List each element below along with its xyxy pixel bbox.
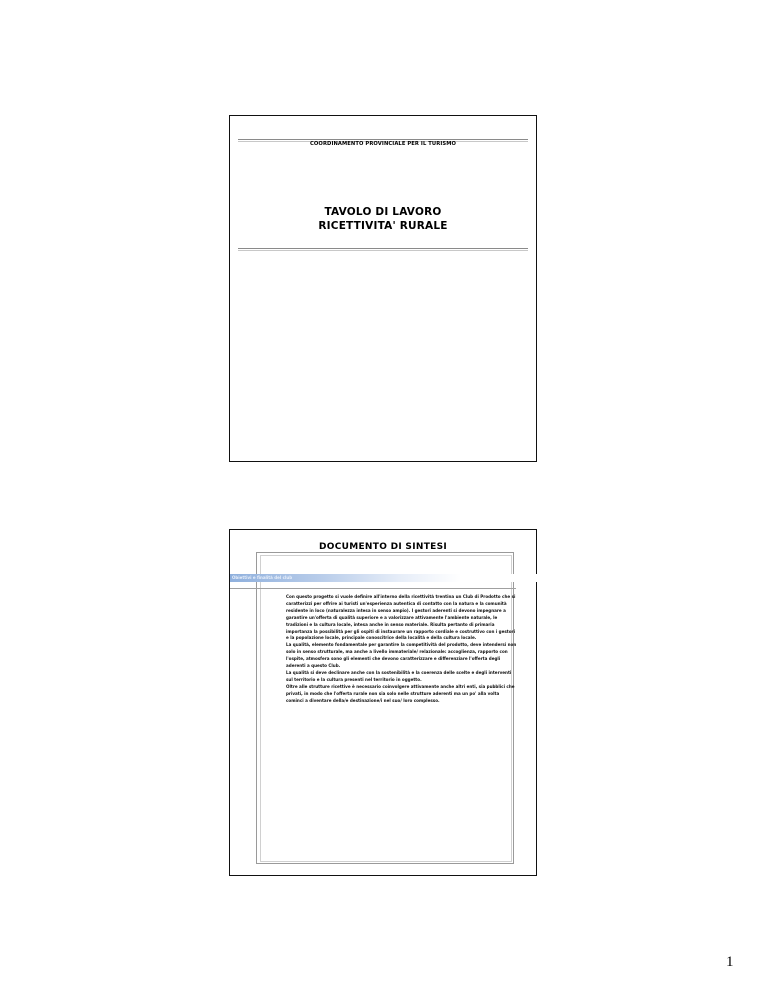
section-divider: [230, 588, 516, 589]
paragraph: La qualità si deve declinare anche con la sostenibilità e la coerenza delle scelte e degli interventi sul territorio e la cultura presenti nel territorio in oggetto.: [286, 669, 512, 682]
paragraph: La qualità, elemento fondamentale per garantire la competitività del prodotto, deve intendersi non solo in senso strutturale, ma anche a livello immateriale/ relazionale: accoglienza, rapporto con l'ospite, atmosfera sono gli elementi che devono caratterizzare e differenziare l'offerta degli aderenti a questo Club.: [286, 642, 517, 669]
title-rule: [238, 248, 528, 249]
paragraph: Oltre alle strutture ricettive è necessario coinvolgere attivamente anche altri enti, sia pubblici che privati, in modo che l'offerta rurale non sia solo nelle strutture aderenti ma un po' alla volta cominci a diventare della/e destinazione/i nel suo/ loro complesso.: [286, 683, 515, 703]
slide-title: DOCUMENTO DI SINTESI: [318, 542, 448, 552]
section-label: Obiettivi e finalità del club: [232, 575, 293, 580]
paragraph: Con questo progetto si vuole definire all'interno della ricettività trentina un Club di Prodotto che si caratterizzi per offrire ai turisti un'esperienza autentica di contatto con la natura e la comunità residente in loco (naturalezza intesa in senso ampio). I gestori aderenti si devono impegnare a garantire un'offerta di qualità superiore e a valorizzare attivamente l'ambiente naturale, le tradizioni e la cultura locale, intesa anche in senso materiale. Risulta pertanto di primaria importanza la possibilità per gli ospiti di instaurare un rapporto cordiale e costruttivo con i gestori e la popolazione locale, principale conoscitrice della località e della cultura locale.: [286, 594, 516, 641]
slide-title: [230, 205, 536, 233]
header-rule: [238, 139, 528, 140]
title-line-2: RICETTIVITA' RURALE: [318, 220, 448, 232]
title-rule-shadow: [238, 250, 528, 251]
page-number: 1: [726, 954, 734, 970]
slide-2: [229, 529, 537, 876]
body-text: [286, 594, 518, 705]
title-line-1: TAVOLO DI LAVORO: [324, 206, 442, 218]
slide-1: [229, 115, 537, 462]
slide-header: COORDINAMENTO PROVINCIALE PER IL TURISMO: [310, 141, 456, 147]
